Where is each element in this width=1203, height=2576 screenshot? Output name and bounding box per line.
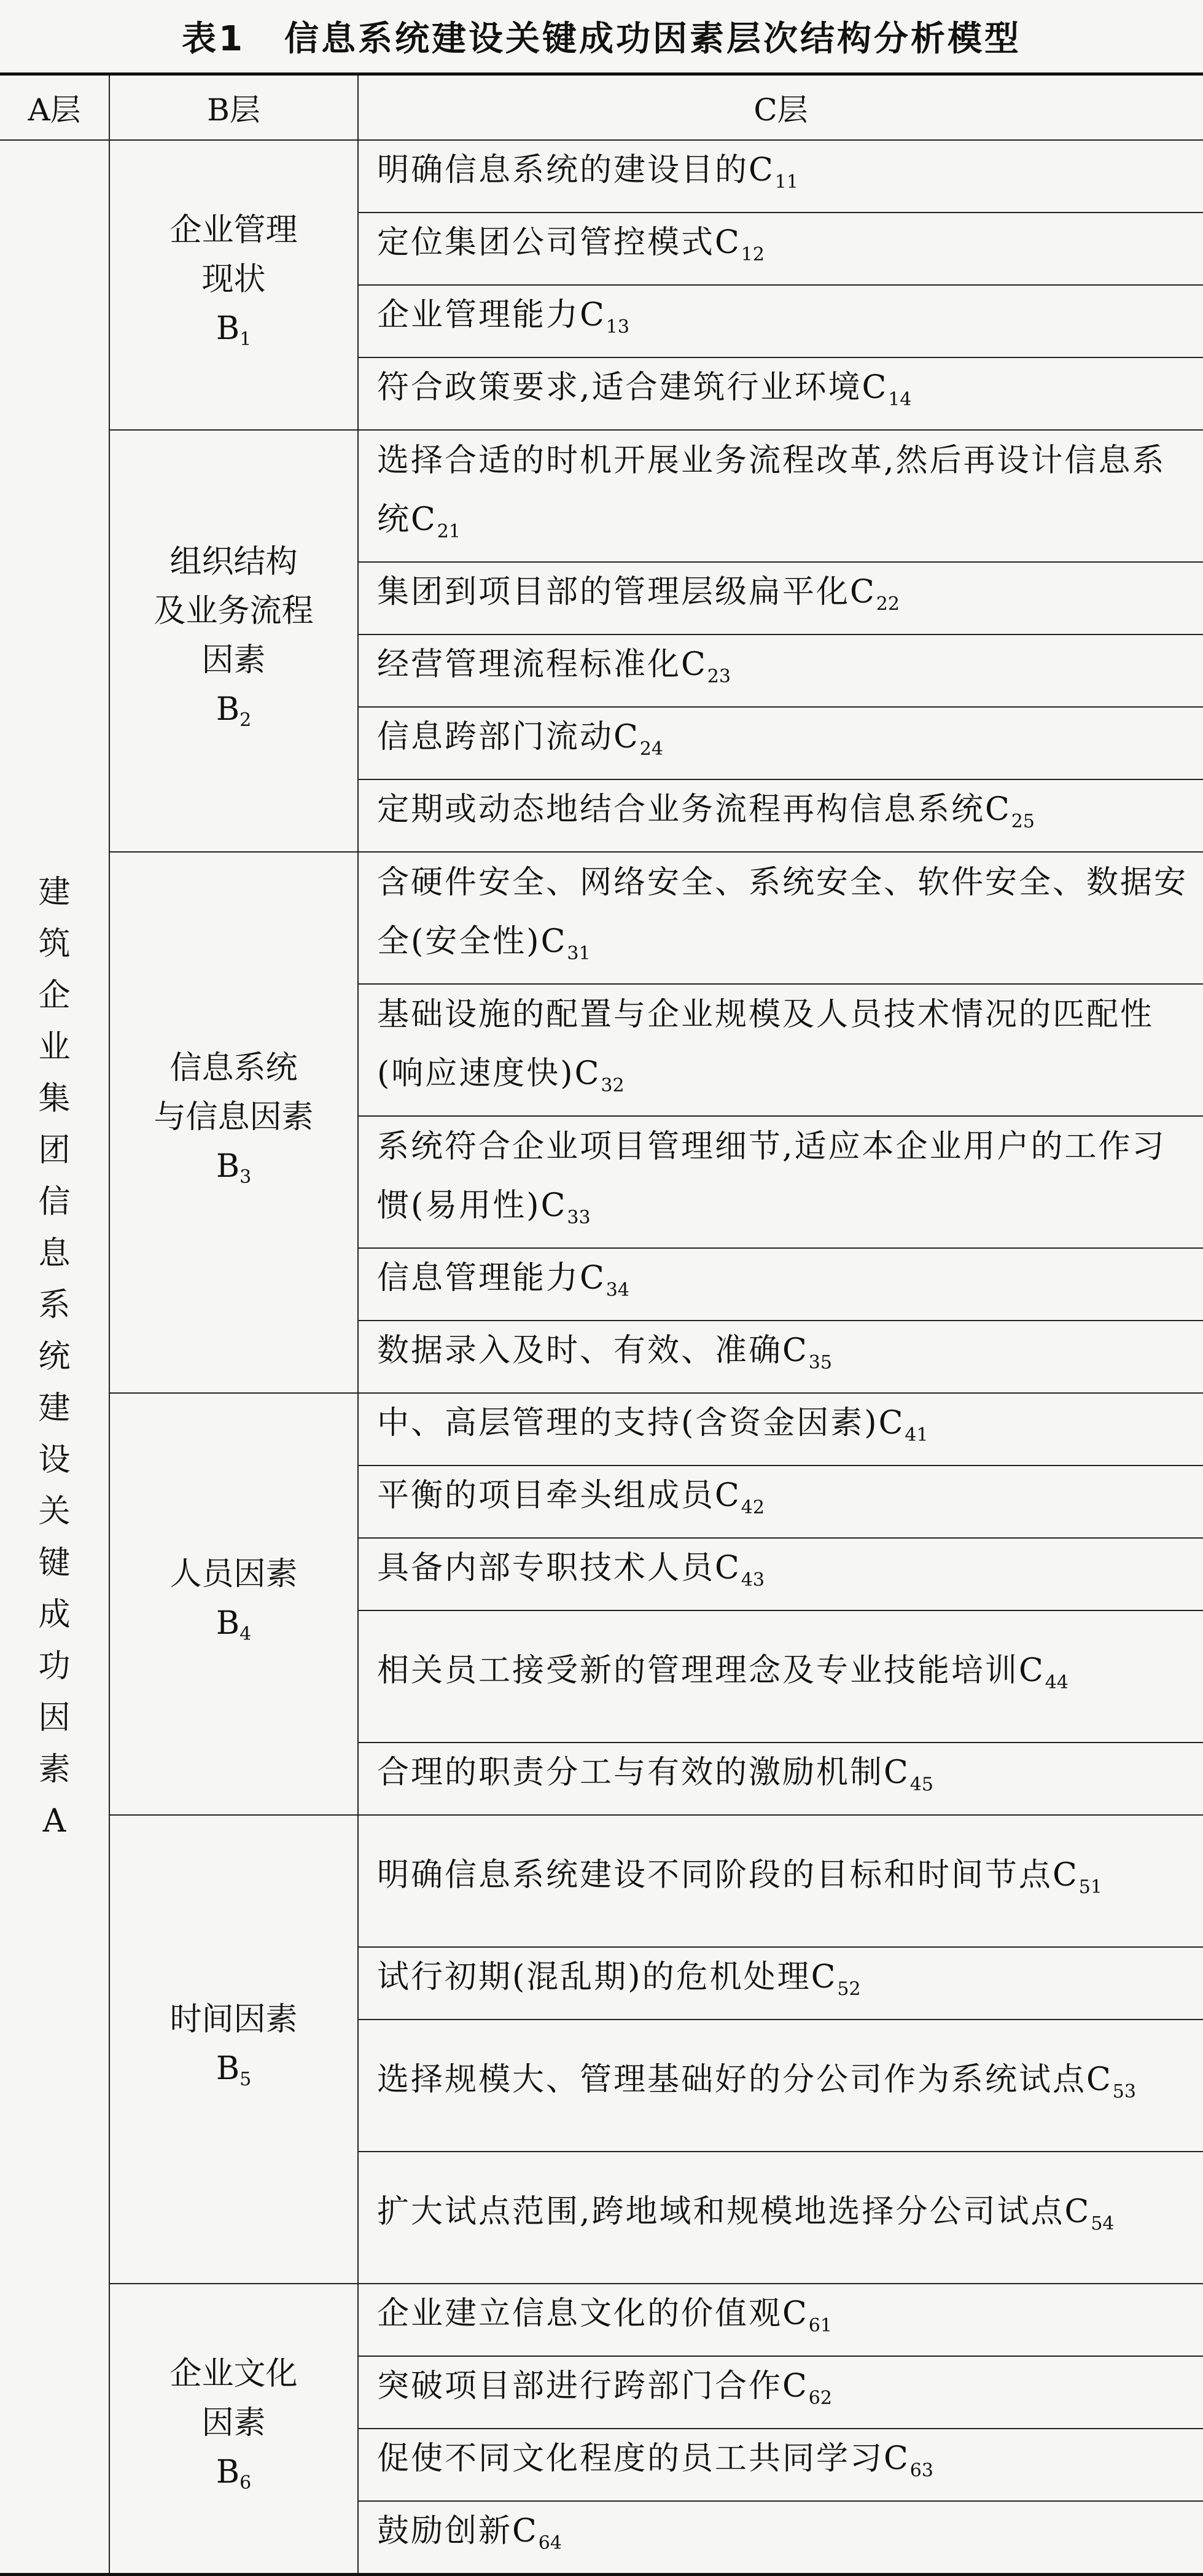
c-factor-cell (358, 1815, 1203, 1947)
a-layer-char: 业 (38, 1029, 71, 1066)
b-code-subscript: 5 (239, 2068, 252, 2090)
c-factor-text: 中、高层管理的支持(含资金因素)C (377, 1405, 905, 1442)
c-factor-subscript: 64 (538, 2532, 562, 2554)
c-factor-subscript: 43 (741, 1569, 765, 1591)
c-factor-subscript: 12 (741, 244, 765, 265)
b-code-letter: B (216, 690, 240, 728)
b-code-letter: B (216, 1604, 240, 1642)
a-layer-char: 息 (38, 1235, 71, 1272)
b-code-letter: B (216, 1147, 240, 1185)
c-factor-subscript: 51 (1078, 1876, 1102, 1898)
b-factor-code (110, 1599, 357, 1659)
c-factor-text: 扩大试点范围,跨地域和规模地选择分公司试点C (377, 2193, 1091, 2230)
c-factor-text: 集团到项目部的管理层级扁平化C (377, 574, 876, 611)
c-factor-subscript: 25 (1011, 811, 1035, 832)
c-factor-cell (358, 1248, 1203, 1321)
b-code-letter: B (216, 310, 240, 347)
c-factor-subscript: 53 (1112, 2080, 1136, 2102)
c-factor-cell (358, 707, 1203, 779)
c-factor-cell (358, 357, 1203, 430)
c-factor-cell (358, 1116, 1203, 1248)
c-factor-cell (358, 634, 1203, 707)
header-b-layer: B层 (109, 74, 358, 141)
header-a-layer: A层 (0, 74, 109, 141)
a-layer-char: 信 (38, 1184, 71, 1220)
c-factor-subscript: 24 (639, 738, 663, 760)
c-factor-subscript: 63 (909, 2460, 933, 2481)
c-factor-text: 明确信息系统的建设目的C (377, 152, 775, 189)
b-code-letter: B (216, 2050, 240, 2087)
header-c-layer: C层 (358, 74, 1203, 141)
c-factor-cell (358, 779, 1203, 852)
c-factor-text: 相关员工接受新的管理理念及专业技能培训C (377, 1652, 1045, 1689)
table-caption: 信息系统建设关键成功因素层次结构分析模型 (284, 19, 1021, 59)
c-factor-cell (358, 1321, 1203, 1393)
c-factor-cell (358, 2020, 1203, 2152)
b-factor-name: 企业文化 (169, 2355, 298, 2392)
c-factor-cell (358, 852, 1203, 984)
table-row (0, 430, 1203, 562)
header-row (0, 74, 1203, 141)
c-factor-subscript: 11 (774, 171, 798, 193)
a-layer-char: 企 (38, 977, 71, 1014)
c-factor-cell (358, 2284, 1203, 2356)
c-factor-cell (358, 2152, 1203, 2284)
c-factor-text: 基础设施的配置与企业规模及人员技术情况的匹配性(响应速度快)C (377, 996, 1154, 1092)
c-factor-text: 具备内部专职技术人员C (377, 1550, 741, 1587)
c-factor-text: 数据录入及时、有效、准确C (377, 1332, 809, 1369)
c-factor-subscript: 21 (437, 520, 461, 542)
b-factor-name: 人员因素 (169, 1555, 298, 1593)
a-layer-cell (0, 140, 109, 2575)
b-layer-cell (109, 140, 358, 430)
b-factor-name: 企业管理 (169, 212, 298, 249)
table-number: 表1 (182, 19, 245, 59)
a-layer-char: 关 (38, 1493, 71, 1530)
b-code-letter: B (216, 2454, 240, 2491)
a-layer-char: 建 (38, 1390, 71, 1427)
a-layer-char: 设 (38, 1442, 71, 1478)
c-factor-text: 符合政策要求,适合建筑行业环境C (377, 369, 889, 406)
c-factor-cell (358, 430, 1203, 562)
a-layer-char: 筑 (38, 926, 71, 962)
c-factor-cell (358, 2356, 1203, 2429)
c-factor-cell (358, 285, 1203, 357)
b-layer-cell (109, 1393, 358, 1815)
c-factor-text: 信息跨部门流动C (377, 719, 640, 755)
b-code-subscript: 1 (239, 329, 252, 350)
b-factor-code (110, 304, 357, 364)
b-factor-name: 与信息因素 (154, 1098, 314, 1136)
b-factor-name: 现状 (201, 261, 266, 298)
c-factor-text: 系统符合企业项目管理细节,适应本企业用户的工作习惯(易用性)C (377, 1128, 1166, 1224)
b-factor-name: 及业务流程 (154, 592, 314, 630)
c-factor-text: 企业管理能力C (377, 297, 606, 334)
a-layer-char: 功 (38, 1648, 71, 1685)
table-row (0, 1815, 1203, 1947)
b-factor-code (110, 685, 357, 745)
a-layer-char: 成 (38, 1596, 71, 1633)
b-factor-code (110, 2044, 357, 2104)
c-factor-cell (358, 562, 1203, 634)
c-factor-text: 经营管理流程标准化C (377, 646, 707, 683)
c-factor-cell (358, 140, 1203, 213)
c-factor-text: 选择合适的时机开展业务流程改革,然后再设计信息系统C (377, 442, 1166, 538)
table-title (0, 0, 1203, 72)
c-factor-subscript: 44 (1045, 1671, 1069, 1693)
b-factor-name: 时间因素 (169, 2000, 298, 2038)
b-code-subscript: 3 (239, 1166, 252, 1188)
b-layer-cell (109, 430, 358, 852)
table-row (0, 852, 1203, 984)
table-body (0, 140, 1203, 2575)
c-factor-text: 选择规模大、管理基础好的分公司作为系统试点C (377, 2061, 1113, 2098)
a-layer-char: 建 (38, 874, 71, 911)
hierarchy-table (0, 72, 1203, 2576)
c-factor-subscript: 42 (741, 1497, 765, 1518)
b-factor-name: 因素 (201, 2405, 266, 2441)
c-factor-subscript: 33 (567, 1206, 591, 1228)
c-factor-subscript: 54 (1091, 2212, 1115, 2234)
c-factor-subscript: 41 (905, 1424, 929, 1446)
c-factor-subscript: 32 (601, 1074, 625, 1096)
c-factor-cell (358, 1538, 1203, 1610)
a-layer-char: 因 (38, 1700, 71, 1736)
c-factor-text: 定位集团公司管控模式C (377, 224, 741, 261)
c-factor-cell (358, 1743, 1203, 1815)
c-factor-text: 信息管理能力C (377, 1260, 606, 1297)
c-factor-subscript: 35 (808, 1352, 832, 1373)
c-factor-text: 定期或动态地结合业务流程再构信息系统C (377, 791, 1011, 828)
b-layer-cell (109, 2284, 358, 2575)
a-layer-code: A (42, 1803, 66, 1840)
a-layer-char: 团 (38, 1132, 71, 1169)
c-factor-text: 突破项目部进行跨部门合作C (377, 2368, 809, 2405)
b-factor-name: 因素 (201, 641, 266, 679)
c-factor-text: 鼓励创新C (377, 2513, 539, 2550)
b-factor-name: 组织结构 (169, 543, 298, 580)
c-factor-subscript: 34 (605, 1279, 629, 1301)
c-factor-subscript: 62 (808, 2387, 832, 2409)
c-factor-text: 平衡的项目牵头组成员C (377, 1477, 741, 1514)
c-factor-text: 合理的职责分工与有效的激励机制C (377, 1754, 910, 1791)
c-factor-subscript: 52 (837, 1978, 861, 2000)
table-row (0, 1393, 1203, 1466)
b-layer-cell (109, 852, 358, 1393)
c-factor-subscript: 45 (909, 1774, 933, 1795)
c-factor-text: 企业建立信息文化的价值观C (377, 2295, 809, 2332)
c-factor-cell (358, 1947, 1203, 2020)
c-factor-text: 试行初期(混乱期)的危机处理C (377, 1959, 838, 1996)
c-factor-cell (358, 984, 1203, 1116)
b-code-subscript: 6 (239, 2472, 252, 2494)
c-factor-cell (358, 1466, 1203, 1538)
c-factor-subscript: 22 (876, 593, 900, 615)
c-factor-cell (358, 1393, 1203, 1466)
c-factor-cell (358, 2429, 1203, 2501)
table-row (0, 140, 1203, 213)
a-layer-char: 键 (38, 1545, 71, 1582)
b-factor-name: 信息系统 (169, 1049, 298, 1087)
c-factor-text: 明确信息系统建设不同阶段的目标和时间节点C (377, 1856, 1079, 1894)
c-factor-cell (358, 2501, 1203, 2575)
a-layer-char: 素 (38, 1751, 71, 1788)
b-factor-code (110, 1142, 357, 1202)
c-factor-subscript: 13 (605, 316, 629, 338)
table-row (0, 2284, 1203, 2356)
c-factor-cell (358, 1610, 1203, 1743)
c-factor-subscript: 14 (888, 389, 912, 410)
c-factor-subscript: 61 (808, 2315, 832, 2336)
c-factor-subscript: 23 (707, 666, 731, 687)
a-layer-char: 系 (38, 1287, 71, 1324)
c-factor-subscript: 31 (567, 942, 591, 964)
c-factor-text: 促使不同文化程度的员工共同学习C (377, 2440, 910, 2477)
c-factor-text: 含硬件安全、网络安全、系统安全、软件安全、数据安全(安全性)C (377, 864, 1188, 960)
a-layer-char: 集 (38, 1080, 71, 1117)
a-layer-char: 统 (38, 1338, 71, 1375)
b-code-subscript: 4 (239, 1623, 252, 1645)
b-factor-code (110, 2448, 357, 2508)
b-code-subscript: 2 (239, 709, 252, 731)
b-layer-cell (109, 1815, 358, 2284)
c-factor-cell (358, 213, 1203, 285)
